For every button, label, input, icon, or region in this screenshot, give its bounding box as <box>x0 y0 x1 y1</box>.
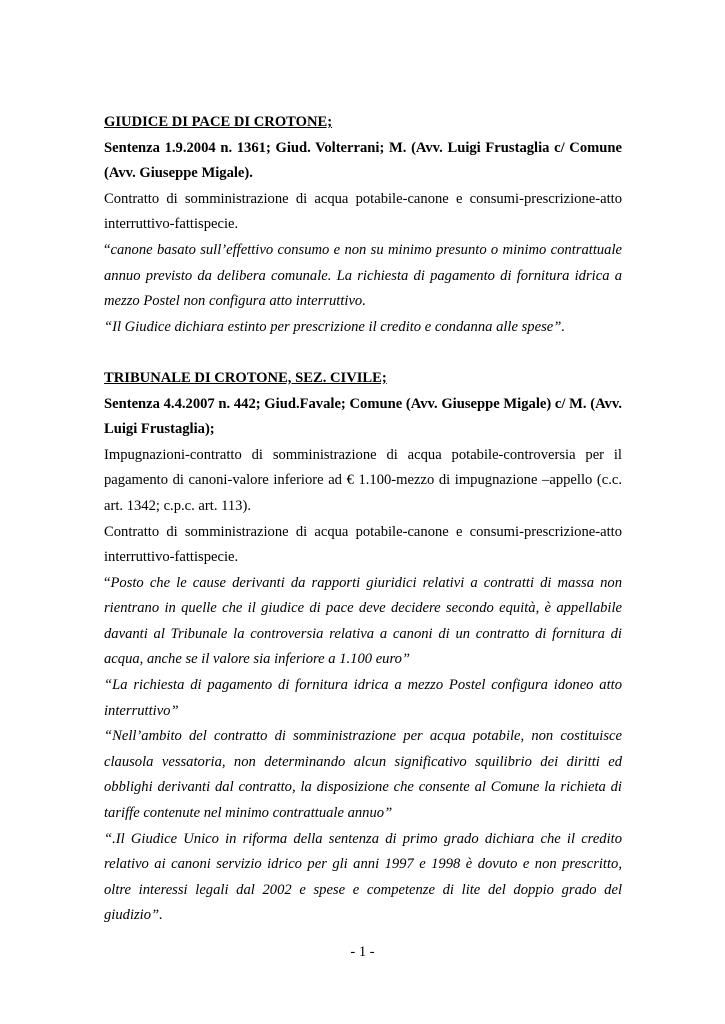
case-quote-2c: “Nell’ambito del contratto di somministrazione per acqua potabile, non costituisce clausola vessatoria, non determinando alcun significativo squilibrio dei diritti ed obblighi derivanti dal contratto, la disposizione che consente al Comune la richieta di tariffe contenute nel minimo contrattuale annuo” <box>104 728 622 822</box>
case-subject-2a: Impugnazioni-contratto di somministrazione di acqua potabile-controversia per il pagamento di canoni-valore inferiore ad € 1.100-mezzo di impugnazione –appello (c.c. art. 1342; c.p.c. art. 113). <box>104 446 622 514</box>
section-spacer <box>104 340 622 366</box>
page-number: - 1 - <box>350 944 375 960</box>
case-reference-2: Sentenza 4.4.2007 n. 442; Giud.Favale; Comune (Avv. Giuseppe Migale) c/ M. (Avv. Luigi Frustaglia); <box>104 395 622 438</box>
case-quote-1a <box>104 238 622 315</box>
case-quote-2b: “La richiesta di pagamento di fornitura idrica a mezzo Postel configura idoneo atto interruttivo” <box>104 677 622 719</box>
quote-text: Posto che le cause derivanti da rapporti giuridici relativi a contratti di massa non rientrano in quelle che il giudice di pace deve decidere secondo equità, è appellabile davanti al Tribunale la controversia relativa a canoni di un contratto di fornitura di acqua, anche se il valore sia inferiore a 1.100 euro” <box>104 574 622 668</box>
quote-open-mark: “ <box>104 241 111 258</box>
section-heading-giudice-di-pace: GIUDICE DI PACE DI CROTONE; <box>104 114 333 130</box>
case-subject-2b: Contratto di somministrazione di acqua potabile-canone e consumi-prescrizione-atto interruttivo-fattispecie. <box>104 523 622 566</box>
section-heading-tribunale: TRIBUNALE DI CROTONE, SEZ. CIVILE; <box>104 369 387 386</box>
case-reference-1: Sentenza 1.9.2004 n. 1361; Giud. Volterrani; M. (Avv. Luigi Frustaglia c/ Comune (Avv. Giuseppe Migale). <box>104 139 622 182</box>
case-quote-2d: “.Il Giudice Unico in riforma della sentenza di primo grado dichiara che il credito relativo ai canoni servizio idrico per gli anni 1997 e 1998 è dovuto e non prescritto, oltre interessi legali dal 2002 e spese e competenze di lite del doppio grado del giudizio”. <box>104 830 622 924</box>
case-subject-1: Contratto di somministrazione di acqua potabile-canone e consumi-prescrizione-atto interruttivo-fattispecie. <box>104 190 622 233</box>
quote-text: canone basato sull’effettivo consumo e non su minimo presunto o minimo contrattuale annuo previsto da delibera comunale. La richiesta di pagamento di fornitura idrica a mezzo Postel non configura atto interruttivo. <box>104 241 622 310</box>
quote-open-mark: “ <box>104 574 111 591</box>
case-quote-2a <box>104 571 622 673</box>
document-body <box>104 110 622 929</box>
case-quote-1b: “Il Giudice dichiara estinto per prescrizione il credito e condanna alle spese”. <box>104 318 565 335</box>
